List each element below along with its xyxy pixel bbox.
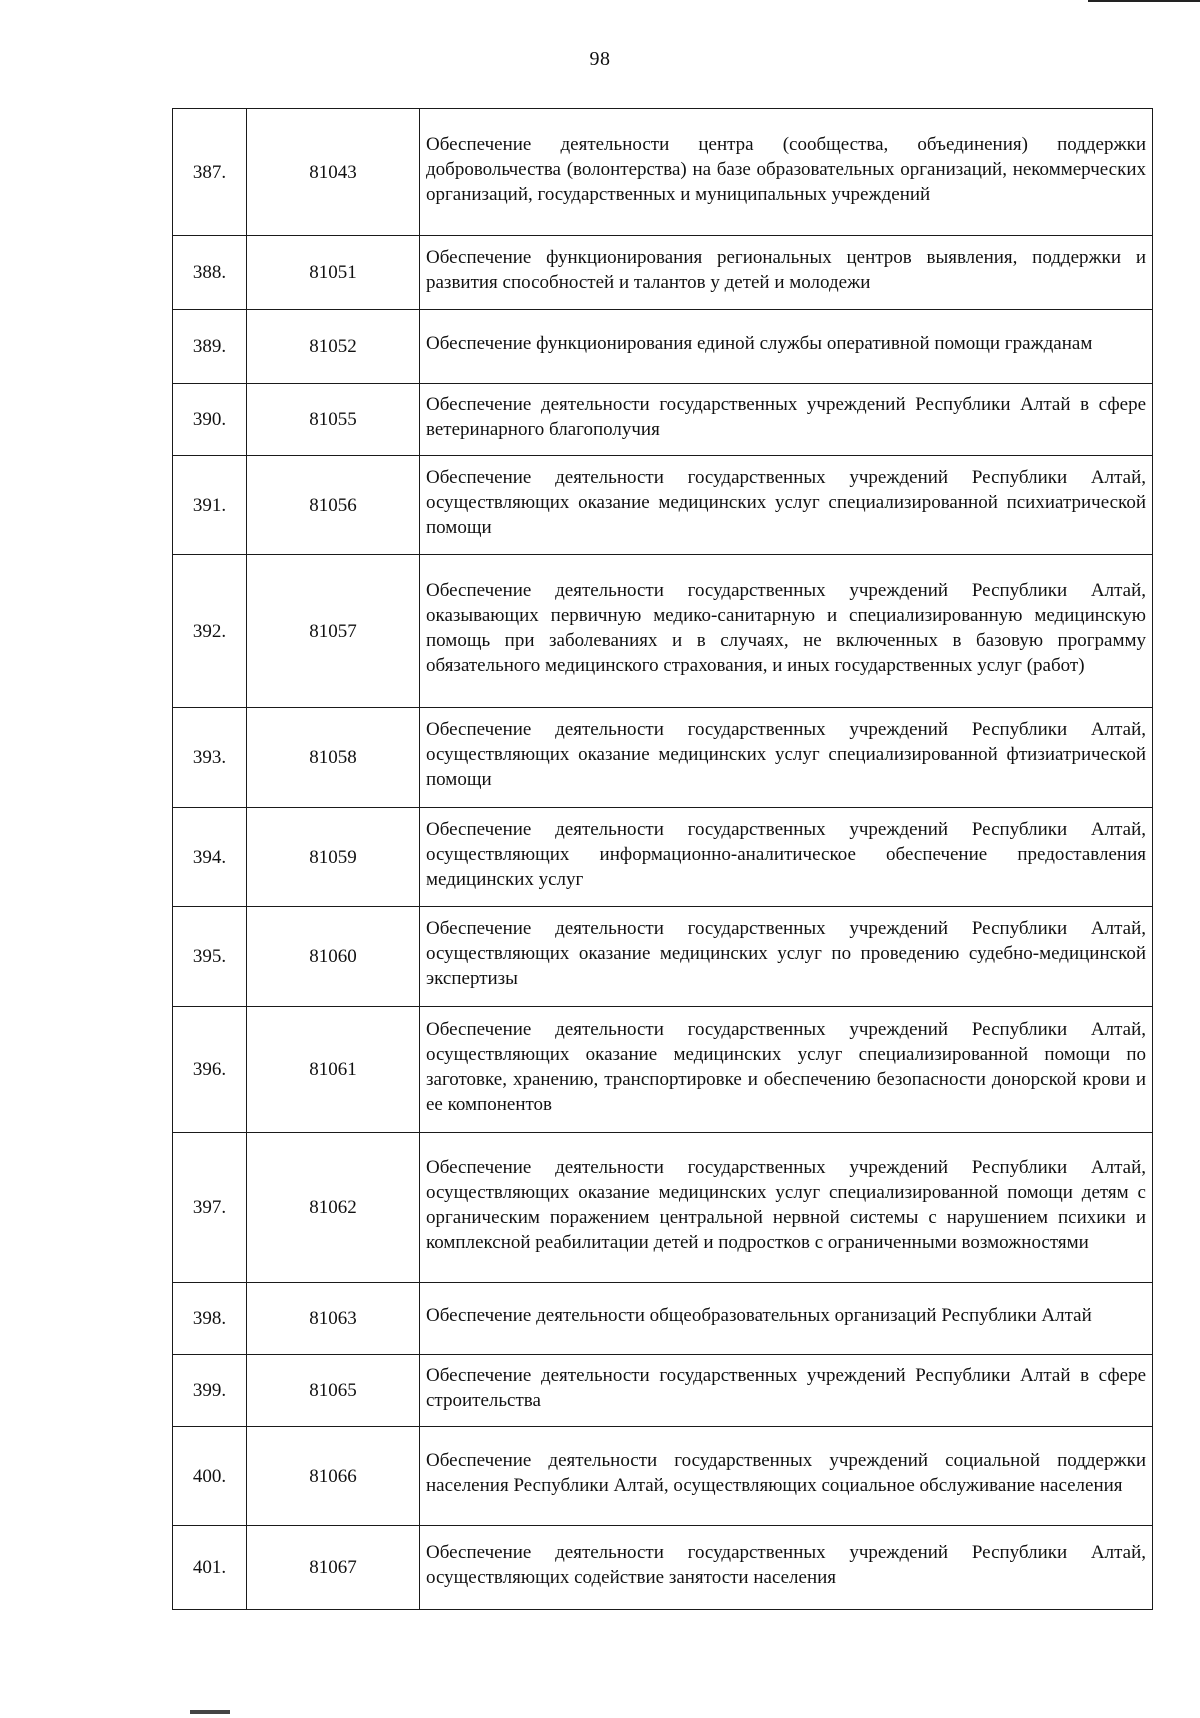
row-number: 387. xyxy=(173,109,247,236)
row-number: 400. xyxy=(173,1427,247,1526)
row-code: 81051 xyxy=(247,236,420,310)
row-number: 399. xyxy=(173,1355,247,1427)
table-row xyxy=(173,236,1153,310)
row-description: Обеспечение деятельности общеобразовательных организаций Республики Алтай xyxy=(420,1283,1153,1355)
row-code: 81056 xyxy=(247,456,420,555)
row-description: Обеспечение деятельности государственных учреждений социальной поддержки населения Республики Алтай, осуществляющих социальное обслуживание населения xyxy=(420,1427,1153,1526)
table-row xyxy=(173,384,1153,456)
table-row xyxy=(173,1355,1153,1427)
row-code: 81065 xyxy=(247,1355,420,1427)
table-row xyxy=(173,1283,1153,1355)
row-code: 81066 xyxy=(247,1427,420,1526)
row-number: 390. xyxy=(173,384,247,456)
row-description: Обеспечение деятельности центра (сообщества, объединения) поддержки добровольчества (волонтерства) на базе образовательных организаций, некоммерческих организаций, государственных и муниципальных учреждений xyxy=(420,109,1153,236)
row-number: 393. xyxy=(173,708,247,808)
row-description: Обеспечение деятельности государственных учреждений Республики Алтай, оказывающих первичную медико-санитарную и специализированную медицинскую помощь при заболеваниях и в случаях, не включенных в базовую программу обязательного медицинского страхования, и иных государственных услуг (работ) xyxy=(420,555,1153,708)
row-description: Обеспечение деятельности государственных учреждений Республики Алтай, осуществляющих оказание медицинских услуг специализированной помощи детям с органическим поражением центральной нервной системы с нарушением психики и комплексной реабилитации детей и подростков с ограниченными возможностями xyxy=(420,1133,1153,1283)
table-row xyxy=(173,555,1153,708)
top-edge-rule xyxy=(1088,0,1200,2)
row-code: 81061 xyxy=(247,1007,420,1133)
row-number: 391. xyxy=(173,456,247,555)
table-row xyxy=(173,808,1153,907)
table-row xyxy=(173,109,1153,236)
page-number: 98 xyxy=(589,48,611,70)
row-code: 81063 xyxy=(247,1283,420,1355)
row-number: 395. xyxy=(173,907,247,1007)
row-description: Обеспечение деятельности государственных учреждений Республики Алтай, осуществляющих оказание медицинских услуг специализированной помощи по заготовке, хранению, транспортировке и обеспечению безопасности донорской крови и ее компонентов xyxy=(420,1007,1153,1133)
row-description: Обеспечение деятельности государственных учреждений Республики Алтай, осуществляющих оказание медицинских услуг специализированной фтизиатрической помощи xyxy=(420,708,1153,808)
table-row xyxy=(173,456,1153,555)
table-row xyxy=(173,1526,1153,1610)
table-row xyxy=(173,310,1153,384)
table-row xyxy=(173,1133,1153,1283)
row-number: 389. xyxy=(173,310,247,384)
row-description: Обеспечение функционирования единой службы оперативной помощи гражданам xyxy=(420,310,1153,384)
table-row xyxy=(173,708,1153,808)
row-code: 81060 xyxy=(247,907,420,1007)
row-number: 394. xyxy=(173,808,247,907)
row-description: Обеспечение деятельности государственных учреждений Республики Алтай, осуществляющих содействие занятости населения xyxy=(420,1526,1153,1610)
row-description: Обеспечение деятельности государственных учреждений Республики Алтай, осуществляющих оказание медицинских услуг специализированной психиатрической помощи xyxy=(420,456,1153,555)
bottom-scan-mark xyxy=(190,1710,230,1714)
row-number: 398. xyxy=(173,1283,247,1355)
table-row xyxy=(173,1007,1153,1133)
row-code: 81052 xyxy=(247,310,420,384)
row-number: 401. xyxy=(173,1526,247,1610)
row-code: 81043 xyxy=(247,109,420,236)
row-code: 81067 xyxy=(247,1526,420,1610)
row-number: 388. xyxy=(173,236,247,310)
row-code: 81057 xyxy=(247,555,420,708)
row-code: 81059 xyxy=(247,808,420,907)
row-code: 81062 xyxy=(247,1133,420,1283)
row-description: Обеспечение деятельности государственных учреждений Республики Алтай в сфере ветеринарного благополучия xyxy=(420,384,1153,456)
row-number: 396. xyxy=(173,1007,247,1133)
row-description: Обеспечение деятельности государственных учреждений Республики Алтай, осуществляющих оказание медицинских услуг по проведению судебно-медицинской экспертизы xyxy=(420,907,1153,1007)
row-code: 81055 xyxy=(247,384,420,456)
table-row xyxy=(173,1427,1153,1526)
row-description: Обеспечение деятельности государственных учреждений Республики Алтай, осуществляющих информационно-аналитическое обеспечение предоставления медицинских услуг xyxy=(420,808,1153,907)
row-number: 392. xyxy=(173,555,247,708)
table-row xyxy=(173,907,1153,1007)
row-description: Обеспечение функционирования региональных центров выявления, поддержки и развития способностей и талантов у детей и молодежи xyxy=(420,236,1153,310)
row-code: 81058 xyxy=(247,708,420,808)
row-description: Обеспечение деятельности государственных учреждений Республики Алтай в сфере строительства xyxy=(420,1355,1153,1427)
codes-table xyxy=(172,108,1153,1610)
row-number: 397. xyxy=(173,1133,247,1283)
